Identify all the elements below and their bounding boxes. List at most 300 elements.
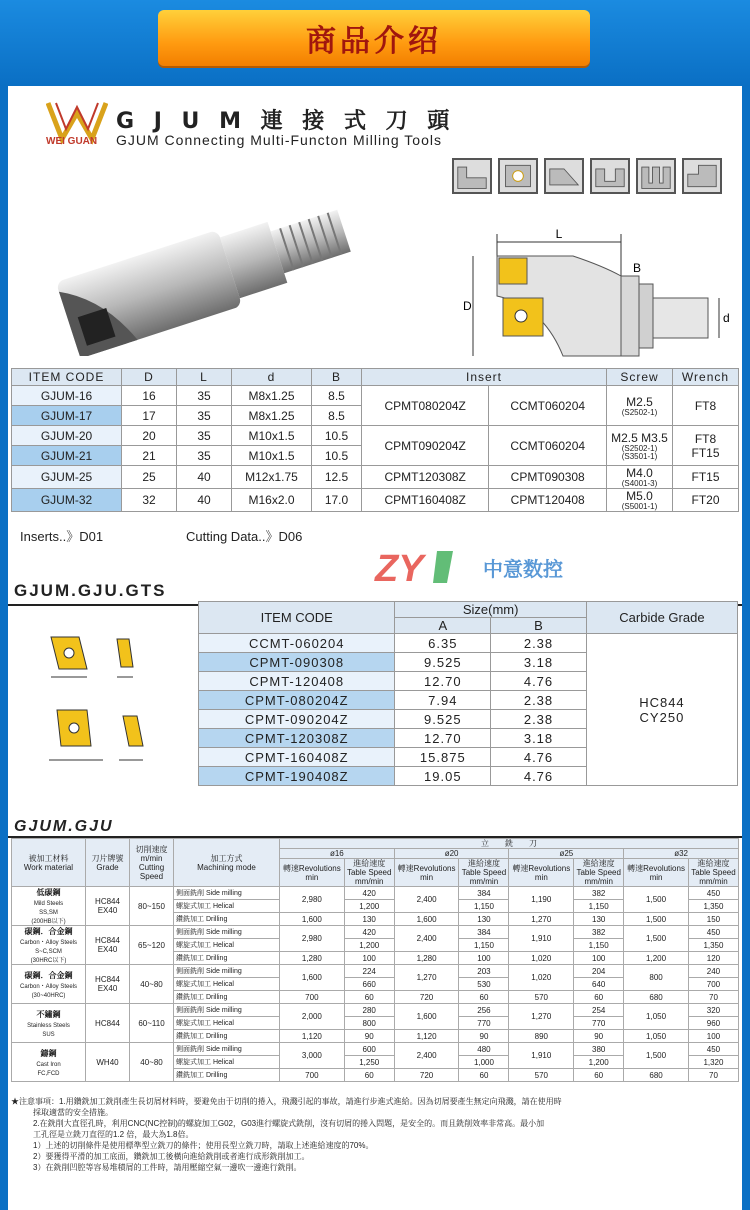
screw-sub: (S4001-3) (621, 479, 658, 488)
rev-cell: 2,400 (394, 926, 459, 952)
material-name: 碳鋼．合金鋼 (24, 970, 73, 980)
label: mm/min (469, 877, 499, 886)
screw-cell (607, 489, 673, 512)
feed-cell: 90 (574, 1030, 624, 1043)
feed-cell: 60 (459, 991, 509, 1004)
feed-cell: 384 (459, 887, 509, 900)
table-row (12, 965, 739, 978)
feed-cell: 530 (459, 978, 509, 991)
inserts-reference: Inserts..》D01 (20, 529, 104, 544)
feed-cell: 1,200 (344, 900, 394, 913)
material-name: 碳鋼．合金鋼 (24, 927, 73, 936)
screw: M4.0 (626, 466, 653, 480)
speed-cell: 60~110 (130, 1004, 174, 1043)
cell: 35 (177, 406, 232, 426)
feed-cell: 450 (688, 1043, 738, 1056)
wrench-cell: FT15 (673, 466, 739, 489)
cell: 6.35 (395, 634, 491, 653)
slope-shape-icon (544, 158, 584, 194)
feed-cell: 100 (344, 952, 394, 965)
feed-cell: 420 (344, 887, 394, 900)
feed-cell: 770 (459, 1017, 509, 1030)
cell: 19.05 (395, 767, 491, 786)
item-code: GJUM-21 (12, 446, 122, 466)
product-card (8, 86, 742, 1210)
cell: 9.525 (395, 653, 491, 672)
shoulder-shape-icon (452, 158, 492, 194)
wrench-cell: FT20 (673, 489, 739, 512)
rev-cell: 1,910 (509, 926, 574, 952)
item-code: CCMT-060204 (199, 634, 395, 653)
col-A: A (395, 618, 491, 634)
feed-cell: 60 (574, 1069, 624, 1082)
insert-ccmt-drawing (43, 631, 153, 681)
col-screw: Screw (607, 369, 673, 386)
label: Work material (23, 862, 74, 872)
cell: 15.875 (395, 748, 491, 767)
rev-cell: 1,190 (509, 887, 574, 913)
rev-cell: 1,120 (280, 1030, 345, 1043)
cell: 8.5 (312, 406, 362, 426)
feed-cell: 280 (344, 1004, 394, 1017)
col-speed (130, 839, 174, 887)
table-row (12, 1004, 739, 1017)
banner-title: 商品介绍 (158, 10, 590, 66)
rev-header (394, 859, 459, 887)
cell: 12.5 (312, 466, 362, 489)
label: min (649, 872, 663, 882)
mode-cell: 側面銑削 Side milling (174, 965, 280, 978)
material-cell (12, 1004, 86, 1043)
grade-cell: HC844 (86, 1004, 130, 1043)
label: Table Speed (346, 868, 392, 877)
cell: M10x1.5 (232, 426, 312, 446)
feed-cell: 380 (574, 1043, 624, 1056)
material-sub: Cast Iron FC,FCD (36, 1061, 61, 1077)
feed-cell: 70 (688, 1069, 738, 1082)
milling-tool-photo (38, 176, 368, 356)
label: min (420, 872, 434, 882)
dim-B-label: B (633, 261, 642, 275)
dim-D-label: D (463, 299, 472, 313)
grade-value: HC844 (639, 694, 685, 710)
grade-cell (586, 634, 737, 786)
screw-cell (607, 466, 673, 489)
screw-cell (607, 426, 673, 466)
table-row (12, 426, 739, 446)
material-cell (12, 965, 86, 1004)
mode-cell: 鑽銑加工 Drilling (174, 991, 280, 1004)
speed-cell: 65~120 (130, 926, 174, 965)
item-code: GJUM-20 (12, 426, 122, 446)
label: Grade (96, 862, 119, 872)
mode-cell: 鑽銑加工 Drilling (174, 1069, 280, 1082)
col-B: B (312, 369, 362, 386)
section-title: GJUM.GJU (14, 818, 114, 835)
cell: 16 (122, 386, 177, 406)
product-title-cn: G J U M 連 接 式 刀 頭 (116, 109, 456, 134)
label: Table Speed (691, 868, 736, 877)
col-d: d (232, 369, 312, 386)
cutting-data-reference: Cutting Data..》D06 (186, 529, 303, 544)
rev-cell: 1,270 (394, 965, 459, 991)
mode-cell: 螺旋式加工 Helical (174, 900, 280, 913)
wrench-cell: FT8 (673, 386, 739, 426)
col-item-code: ITEM CODE (12, 369, 122, 386)
rev-cell: 1,270 (509, 913, 574, 926)
feed-cell: 240 (688, 965, 738, 978)
product-title-en: GJUM Connecting Multi-Functon Milling Tools (116, 132, 442, 148)
col-B: B (491, 618, 587, 634)
feed-cell: 100 (574, 952, 624, 965)
rev-cell: 680 (624, 1069, 689, 1082)
item-code: GJUM-17 (12, 406, 122, 426)
table-row (12, 386, 739, 406)
label: Table Speed (576, 868, 621, 877)
feed-cell: 1,150 (574, 939, 624, 952)
rev-cell: 1,050 (624, 1030, 689, 1043)
rev-cell: 1,500 (624, 913, 689, 926)
rev-cell: 1,910 (509, 1043, 574, 1069)
label: 進給速度 (353, 859, 386, 868)
rev-cell: 2,400 (394, 887, 459, 913)
feed-cell: 382 (574, 926, 624, 939)
label: 刀片牌號 (91, 853, 124, 863)
material-name: 不鏽鋼 (36, 1009, 61, 1019)
item-code: CPMT-190408Z (199, 767, 395, 786)
screw-cell (607, 386, 673, 426)
rev-cell: 1,500 (624, 926, 689, 952)
feed-cell: 382 (574, 887, 624, 900)
feed-cell: 320 (688, 1004, 738, 1017)
rev-cell: 1,600 (280, 965, 345, 991)
mode-cell: 螺旋式加工 Helical (174, 939, 280, 952)
label: m/min (140, 853, 163, 863)
feed-cell: 800 (344, 1017, 394, 1030)
feed-cell: 1,000 (459, 1056, 509, 1069)
feed-cell: 130 (574, 913, 624, 926)
cell: 25 (122, 466, 177, 489)
col-mode (174, 839, 280, 887)
cell: 17 (122, 406, 177, 426)
feed-cell: 420 (344, 926, 394, 939)
insert-cell: CPMT080204Z (362, 386, 489, 426)
feed-cell: 120 (688, 952, 738, 965)
rev-cell: 1,500 (624, 887, 689, 913)
table-row (12, 489, 739, 512)
item-code: GJUM-16 (12, 386, 122, 406)
feed-cell: 224 (344, 965, 394, 978)
cell: 9.525 (395, 710, 491, 729)
label: mm/min (354, 877, 384, 886)
watermark-text: 中意数控 (483, 556, 563, 581)
cell: 35 (177, 426, 232, 446)
insert-cell: CPMT160408Z (362, 489, 489, 512)
feed-cell: 60 (344, 1069, 394, 1082)
feed-cell: 60 (459, 1069, 509, 1082)
spec-table (11, 368, 739, 512)
rev-cell: 1,600 (280, 913, 345, 926)
table-row (12, 926, 739, 939)
label: 轉速Revolutions (282, 863, 341, 873)
feed-cell: 384 (459, 926, 509, 939)
dimension-diagram (453, 226, 738, 376)
cell: 40 (177, 466, 232, 489)
speed-cell: 40~80 (130, 1043, 174, 1082)
cell: M8x1.25 (232, 386, 312, 406)
mode-cell: 鑽銑加工 Drilling (174, 913, 280, 926)
mode-cell: 螺旋式加工 Helical (174, 1056, 280, 1069)
cell: 32 (122, 489, 177, 512)
mode-cell: 側面銑削 Side milling (174, 1004, 280, 1017)
insert-cell: CPMT090308 (489, 466, 607, 489)
rev-cell: 2,980 (280, 926, 345, 952)
col-item-code: ITEM CODE (199, 602, 395, 634)
note-line: ★注意事項：1.用鑽銑加工銑削產生長切屑材料時，要避免由于切削的捲入，飛濺引起的事故，請進行步進式進給。因為切屑要產生無定向飛濺，請在使用時 (11, 1097, 562, 1106)
wrench: FT8 (694, 431, 717, 446)
feed-cell: 450 (688, 887, 738, 900)
label: Table Speed (461, 868, 507, 877)
feed-header (459, 859, 509, 887)
cell: 2.38 (491, 634, 587, 653)
rev-cell: 700 (280, 991, 345, 1004)
note-line: 2）要獲得平滑的加工底面，鑽銑加工後橫向進給銑削或者進行成形銑削加工。 (33, 1152, 310, 1161)
rev-cell: 1,270 (509, 1004, 574, 1030)
feed-cell: 1,200 (344, 939, 394, 952)
slot-shape-icon (636, 158, 676, 194)
grade-value: CY250 (639, 709, 685, 725)
rev-header (624, 859, 689, 887)
col-end-mill: 立 銑 刀 (280, 839, 739, 849)
screw-sub: (S2502-1) (S3501-1) (621, 443, 658, 461)
cell: 20 (122, 426, 177, 446)
rev-cell: 800 (624, 965, 689, 991)
cell: 10.5 (312, 426, 362, 446)
cell: 7.94 (395, 691, 491, 710)
table-row (12, 466, 739, 489)
label: 進給速度 (467, 859, 500, 868)
feed-header (688, 859, 738, 887)
rev-cell: 720 (394, 991, 459, 1004)
item-code: CPMT-090204Z (199, 710, 395, 729)
cell: M12x1.75 (232, 466, 312, 489)
cell: 2.38 (491, 691, 587, 710)
grade-cell: HC844 EX40 (86, 965, 130, 1004)
screw-sub: (S5001-1) (621, 502, 658, 511)
cell: M16x2.0 (232, 489, 312, 512)
cell: 10.5 (312, 446, 362, 466)
col-size: Size(mm) (395, 602, 586, 618)
label: 轉速Revolutions (627, 863, 685, 873)
material-name: 鑄鋼 (40, 1048, 57, 1058)
insert-cell: CPMT090204Z (362, 426, 489, 466)
feed-cell: 254 (574, 1004, 624, 1017)
item-code: GJUM-32 (12, 489, 122, 512)
item-code: CPMT-120308Z (199, 729, 395, 748)
material-sub: Carbon・Alloy Steels S~C,SCM (30HRC以下) (19, 940, 78, 964)
rev-cell: 3,000 (280, 1043, 345, 1069)
cell: 21 (122, 446, 177, 466)
table-row (12, 887, 739, 900)
machining-shapes (452, 158, 728, 198)
feed-cell: 600 (344, 1043, 394, 1056)
item-code: CPMT-080204Z (199, 691, 395, 710)
material-sub: Mild Steels SS,SM (200HB以下) (31, 901, 66, 925)
feed-cell: 204 (574, 965, 624, 978)
rev-cell: 1,200 (624, 952, 689, 965)
col-grade: Carbide Grade (586, 602, 737, 634)
cell: 3.18 (491, 653, 587, 672)
diameter-header: ø25 (509, 849, 624, 859)
feed-cell: 70 (688, 991, 738, 1004)
cell: 17.0 (312, 489, 362, 512)
feed-cell: 1,150 (574, 900, 624, 913)
label: 轉速Revolutions (397, 863, 456, 873)
screw: M5.0 (626, 489, 653, 503)
label: min (534, 872, 548, 882)
label: 進給速度 (697, 859, 730, 868)
mode-cell: 鑽銑加工 Drilling (174, 1030, 280, 1043)
table-row (199, 634, 738, 653)
rev-cell: 1,500 (624, 1043, 689, 1069)
screw: M2.5 M3.5 (611, 430, 668, 445)
rev-cell: 570 (509, 1069, 574, 1082)
feed-cell: 150 (688, 913, 738, 926)
screw: M2.5 (626, 394, 653, 409)
dim-d-label: d (723, 311, 730, 325)
item-code: CPMT-160408Z (199, 748, 395, 767)
wrench: FT15 (691, 445, 720, 460)
rev-cell: 890 (509, 1030, 574, 1043)
rev-header (509, 859, 574, 887)
label: 進給速度 (582, 859, 615, 868)
section-title: GJUM.GJU.GTS (14, 581, 167, 600)
material-cell (12, 926, 86, 965)
cell: M10x1.5 (232, 446, 312, 466)
feed-cell: 1,200 (574, 1056, 624, 1069)
note-line: 採取適當的安全措施。 (33, 1108, 113, 1117)
material-sub: Carbon・Alloy Steels (30~40HRC) (19, 983, 78, 999)
rev-cell: 570 (509, 991, 574, 1004)
material-cell (12, 1043, 86, 1082)
banner (0, 0, 750, 86)
cell: 3.18 (491, 729, 587, 748)
rev-cell: 2,980 (280, 887, 345, 913)
feed-cell: 640 (574, 978, 624, 991)
step-shape-icon (682, 158, 722, 194)
rev-cell: 1,280 (280, 952, 345, 965)
speed-cell: 80~150 (130, 887, 174, 926)
hole-shape-icon (498, 158, 538, 194)
col-insert: Insert (362, 369, 607, 386)
feed-cell: 60 (344, 991, 394, 1004)
feed-cell: 100 (459, 952, 509, 965)
feed-cell: 660 (344, 978, 394, 991)
feed-cell: 450 (688, 926, 738, 939)
rev-cell: 1,120 (394, 1030, 459, 1043)
cell: 4.76 (491, 767, 587, 786)
item-code: GJUM-25 (12, 466, 122, 489)
col-material (12, 839, 86, 887)
insert-cell: CPMT120308Z (362, 466, 489, 489)
feed-cell: 1,350 (688, 939, 738, 952)
label: Cutting Speed (138, 862, 165, 881)
logo-text: WEI GUAN (46, 136, 98, 147)
insert-cell: CPMT120408 (489, 489, 607, 512)
col-D: D (122, 369, 177, 386)
mode-cell: 側面銑削 Side milling (174, 1043, 280, 1056)
item-code: CPMT-090308 (199, 653, 395, 672)
cell: 35 (177, 386, 232, 406)
label: mm/min (584, 877, 613, 886)
cell: 4.76 (491, 672, 587, 691)
rev-cell: 1,280 (394, 952, 459, 965)
feed-cell: 100 (688, 1030, 738, 1043)
feed-cell: 90 (459, 1030, 509, 1043)
grade-cell: HC844 EX40 (86, 887, 130, 926)
feed-cell: 770 (574, 1017, 624, 1030)
cell: 8.5 (312, 386, 362, 406)
rev-header (280, 859, 345, 887)
table-row (12, 1043, 739, 1056)
rev-cell: 1,020 (509, 965, 574, 991)
feed-cell: 60 (574, 991, 624, 1004)
mode-cell: 側面銑削 Side milling (174, 887, 280, 900)
col-grade (86, 839, 130, 887)
screw-sub: (S2502-1) (621, 407, 658, 417)
mode-cell: 鑽銑加工 Drilling (174, 952, 280, 965)
rev-cell: 1,600 (394, 913, 459, 926)
cutting-data-table (11, 838, 739, 1082)
cell: M8x1.25 (232, 406, 312, 426)
feed-cell: 1,150 (459, 900, 509, 913)
mode-cell: 側面銑削 Side milling (174, 926, 280, 939)
pocket-shape-icon (590, 158, 630, 194)
rev-cell: 1,600 (394, 1004, 459, 1030)
feed-header (574, 859, 624, 887)
speed-cell: 40~80 (130, 965, 174, 1004)
insert-cpmt-drawing (43, 706, 163, 766)
label: mm/min (699, 877, 728, 886)
insert-cell: CCMT060204 (489, 386, 607, 426)
zyk-logo-icon (373, 545, 483, 589)
material-sub: Stainless Steels SUS (27, 1022, 70, 1038)
mode-cell: 螺旋式加工 Helical (174, 978, 280, 991)
material-cell (12, 887, 86, 926)
feed-cell: 960 (688, 1017, 738, 1030)
note-line: 2.在銑削大直徑孔時，利用CNC(NC控制)的螺旋加工G02，G03進行螺旋式銑削，沒有切屑的捲入問題，是安全的。而且銑削效率非常高。最小加 (33, 1119, 545, 1128)
col-wrench: Wrench (673, 369, 739, 386)
grade-cell: WH40 (86, 1043, 130, 1082)
material-name: 低碳鋼 (36, 888, 61, 897)
insert-cell: CCMT060204 (489, 426, 607, 466)
mode-cell: 螺旋式加工 Helical (174, 1017, 280, 1030)
grade-cell: HC844 EX40 (86, 926, 130, 965)
rev-cell: 680 (624, 991, 689, 1004)
note-line: 3）在銑削凹腔等容易堆積屑的工件時，請用壓縮空氣一邊吹一邊進行銑削。 (33, 1163, 302, 1172)
cell: 2.38 (491, 710, 587, 729)
feed-cell: 1,150 (459, 939, 509, 952)
feed-cell: 90 (344, 1030, 394, 1043)
feed-cell: 700 (688, 978, 738, 991)
feed-cell: 130 (459, 913, 509, 926)
cell: 35 (177, 446, 232, 466)
item-code: CPMT-120408 (199, 672, 395, 691)
cell: 12.70 (395, 672, 491, 691)
feed-cell: 1,350 (688, 900, 738, 913)
label: 切削速度 (135, 844, 168, 854)
rev-cell: 700 (280, 1069, 345, 1082)
